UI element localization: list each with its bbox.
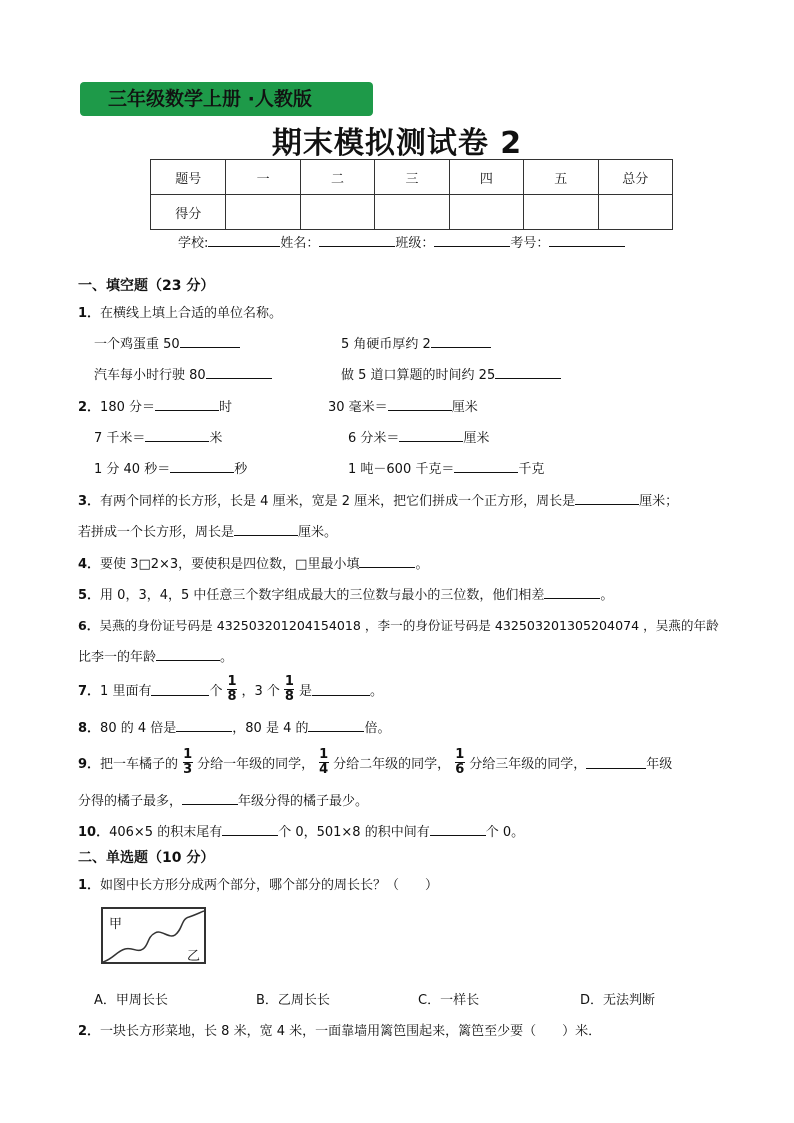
question-1-2-f: [348, 458, 544, 477]
answer-blank[interactable]: [308, 719, 364, 732]
unit-text: 米: [209, 431, 223, 446]
fraction: [225, 675, 238, 704]
fraction-denominator: 4: [319, 762, 329, 777]
score-cell-header: 四: [449, 160, 523, 195]
question-text: 7 千米＝: [94, 431, 146, 446]
exam-number-field[interactable]: [549, 234, 625, 247]
question-text: 。: [220, 650, 234, 665]
score-cell-input[interactable]: [300, 195, 374, 230]
question-text: 80 的 4 倍是: [100, 721, 177, 736]
question-text: 分给三年级的同学，: [469, 757, 587, 772]
question-text: 年级: [646, 757, 673, 772]
fraction-numerator: 1: [183, 747, 193, 762]
question-text: 1 吨－600 千克＝: [348, 462, 455, 477]
question-1-5: [78, 584, 613, 603]
score-table: [150, 159, 673, 230]
unit-text: 厘米: [463, 431, 490, 446]
question-1-2-b: [328, 396, 478, 415]
question-text: 5 角硬币厚约 2: [341, 337, 431, 352]
unit-text: 时: [219, 400, 233, 415]
score-cell-label: 题号: [151, 160, 226, 195]
question-1-2-e: [94, 458, 247, 477]
fraction: [453, 748, 466, 777]
fraction-denominator: 8: [284, 689, 294, 704]
question-number: 1．: [78, 306, 101, 321]
unit-text: 秒: [234, 462, 248, 477]
question-number: 6．: [78, 618, 100, 633]
question-number: 9．: [78, 757, 101, 772]
school-field[interactable]: [208, 234, 280, 247]
student-info-line: [178, 232, 625, 251]
question-1-4: [78, 553, 428, 572]
question-text: 一个鸡蛋重 50: [94, 337, 180, 352]
fraction-denominator: 3: [183, 762, 193, 777]
answer-blank[interactable]: [359, 555, 415, 568]
question-text: 1 分 40 秒＝: [94, 462, 171, 477]
question-text: 用 0，3，4，5 中任意三个数字组成最大的三位数与最小的三位数，他们相差: [100, 588, 545, 603]
question-1-7: [78, 675, 383, 704]
question-number: 3．: [78, 494, 101, 509]
answer-blank[interactable]: [575, 492, 639, 505]
question-text: 把一车橘子的: [100, 757, 179, 772]
question-text: 若拼成一个长方形，周长是: [78, 525, 235, 540]
answer-blank[interactable]: [222, 823, 278, 836]
question-text: 做 5 道口算题的时间约 25: [341, 368, 496, 383]
unit-text: 厘米: [451, 400, 478, 415]
question-text: ，3 个: [241, 684, 280, 699]
score-cell-input[interactable]: [449, 195, 523, 230]
answer-blank[interactable]: [151, 683, 209, 696]
answer-blank[interactable]: [399, 429, 463, 442]
score-cell-input[interactable]: [226, 195, 300, 230]
fraction: [317, 748, 330, 777]
fraction: [283, 675, 296, 704]
question-1-10: [78, 821, 524, 840]
school-label: 学校:: [178, 236, 209, 251]
option-a[interactable]: A．甲周长长: [94, 993, 168, 1008]
question-number: 1．: [78, 878, 101, 893]
question-1-9-line1: [78, 748, 672, 777]
answer-blank[interactable]: [454, 460, 518, 473]
answer-blank[interactable]: [586, 756, 646, 769]
score-cell-label: 得分: [151, 195, 226, 230]
name-label: 姓名：: [280, 236, 320, 251]
question-text: 6 分米＝: [348, 431, 400, 446]
question-2-1: [78, 874, 438, 893]
question-1-2-c: [94, 427, 222, 446]
score-cell-header: 三: [375, 160, 449, 195]
question-text: 分给二年级的同学，: [333, 757, 451, 772]
question-number: 2．: [78, 1024, 101, 1039]
question-text: 有两个同样的长方形，长是 4 厘米，宽是 2 厘米，把它们拼成一个正方形，周长是: [100, 494, 576, 509]
fraction-numerator: 1: [227, 674, 237, 689]
fraction-denominator: 8: [227, 689, 237, 704]
question-1-2-d: [348, 427, 489, 446]
answer-blank[interactable]: [495, 366, 561, 379]
fraction: [181, 748, 194, 777]
answer-blank[interactable]: [388, 398, 452, 411]
score-cell-header: 二: [300, 160, 374, 195]
section-1-title: 一、填空题（23 分）: [78, 278, 215, 294]
question-number: 10．: [78, 825, 110, 840]
question-text: 在横线上填上合适的单位名称。: [100, 306, 283, 321]
answer-blank[interactable]: [234, 523, 298, 536]
grade-banner: [80, 82, 373, 116]
class-label: 班级：: [395, 236, 435, 251]
question-2-2: [78, 1020, 601, 1039]
class-field[interactable]: [434, 234, 510, 247]
answer-blank[interactable]: [156, 648, 220, 661]
score-cell-input[interactable]: [375, 195, 449, 230]
question-1-1-a: [94, 333, 240, 352]
answer-blank[interactable]: [155, 398, 219, 411]
unit-text: 千克: [518, 462, 545, 477]
question-number: 2．: [78, 400, 101, 415]
question-1-1: [78, 302, 282, 321]
question-text: 倍。: [364, 721, 391, 736]
answer-blank[interactable]: [182, 792, 238, 805]
question-text: 分得的橘子最多，: [78, 794, 183, 809]
question-1-1-b: [341, 333, 491, 352]
question-text: 厘米；: [639, 494, 679, 509]
answer-blank[interactable]: [170, 460, 234, 473]
question-text: ，80 是 4 的: [232, 721, 309, 736]
score-cell-header: 一: [226, 160, 300, 195]
score-table-score-row: [151, 195, 673, 230]
question-text: 年级分得的橘子最少。: [238, 794, 369, 809]
answer-blank[interactable]: [180, 335, 240, 348]
question-number: 5．: [78, 588, 101, 603]
question-text: 。: [369, 684, 383, 699]
section-2-title: 二、单选题（10 分）: [78, 850, 215, 866]
question-number: 4．: [78, 557, 101, 572]
option-c[interactable]: C．一样长: [418, 993, 480, 1008]
question-text: 分给一年级的同学，: [197, 757, 315, 772]
score-cell-header: 总分: [598, 160, 672, 195]
question-text: 比李一的年龄: [78, 650, 157, 665]
option-d[interactable]: D．无法判断: [580, 993, 656, 1008]
answer-blank[interactable]: [430, 823, 486, 836]
answer-blank[interactable]: [206, 366, 272, 379]
question-text: 个: [209, 684, 223, 699]
question-number: 7．: [78, 684, 101, 699]
question-1-3-line2: [78, 521, 337, 540]
rectangle-figure: [101, 907, 206, 964]
option-b[interactable]: B．乙周长长: [256, 993, 330, 1008]
question-text: 是: [298, 684, 312, 699]
question-text: 。: [600, 588, 614, 603]
region-label-b: 乙: [187, 949, 201, 964]
question-text: 一块长方形菜地，长 8 米，宽 4 米，一面靠墙用篱笆围起来，篱笆至少要（ ）米．: [100, 1024, 602, 1039]
question-1-6-line2: [78, 646, 233, 665]
question-text: 1 里面有: [100, 684, 152, 699]
fraction-denominator: 6: [455, 762, 465, 777]
score-cell-header: 五: [524, 160, 598, 195]
page-title: 期末模拟测试卷 2: [271, 126, 523, 161]
answer-blank[interactable]: [312, 683, 370, 696]
question-1-9-line2: [78, 790, 368, 809]
question-text: 吴燕的身份证号码是 432503201204154018 ，李一的身份证号码是 432503201305204074 ，吴燕的年龄: [99, 618, 719, 633]
answer-blank[interactable]: [145, 429, 209, 442]
question-number: 8．: [78, 721, 101, 736]
question-text: 180 分＝: [100, 400, 155, 415]
score-cell-input[interactable]: [524, 195, 598, 230]
fraction-numerator: 1: [284, 674, 294, 689]
question-1-3-line1: [78, 490, 678, 509]
question-text: 406×5 的积末尾有: [109, 825, 223, 840]
fraction-numerator: 1: [319, 747, 329, 762]
question-1-6-line1: [78, 615, 719, 634]
question-1-1-d: [341, 364, 561, 383]
answer-blank[interactable]: [431, 335, 491, 348]
question-text: 如图中长方形分成两个部分，哪个部分的周长长？（ ）: [100, 878, 439, 893]
question-1-2-a: [78, 396, 232, 415]
question-text: 个 0。: [485, 825, 525, 840]
fraction-numerator: 1: [455, 747, 465, 762]
score-cell-input[interactable]: [598, 195, 672, 230]
exam-number-label: 考号：: [510, 236, 550, 251]
answer-blank[interactable]: [544, 586, 600, 599]
answer-blank[interactable]: [176, 719, 232, 732]
question-text: 要使 3□2×3，要使积是四位数，□里最小填: [100, 557, 360, 572]
question-text: 。: [415, 557, 429, 572]
question-text: 厘米。: [298, 525, 338, 540]
question-text: 30 毫米＝: [328, 400, 388, 415]
question-text: 汽车每小时行驶 80: [94, 368, 206, 383]
score-table-header-row: [151, 160, 673, 195]
region-label-a: 甲: [109, 917, 123, 932]
question-1-1-c: [94, 364, 272, 383]
question-1-8: [78, 717, 391, 736]
name-field[interactable]: [319, 234, 395, 247]
grade-banner-text: 三年级数学上册 ·人教版: [108, 88, 312, 110]
question-text: 个 0，501×8 的积中间有: [278, 825, 430, 840]
